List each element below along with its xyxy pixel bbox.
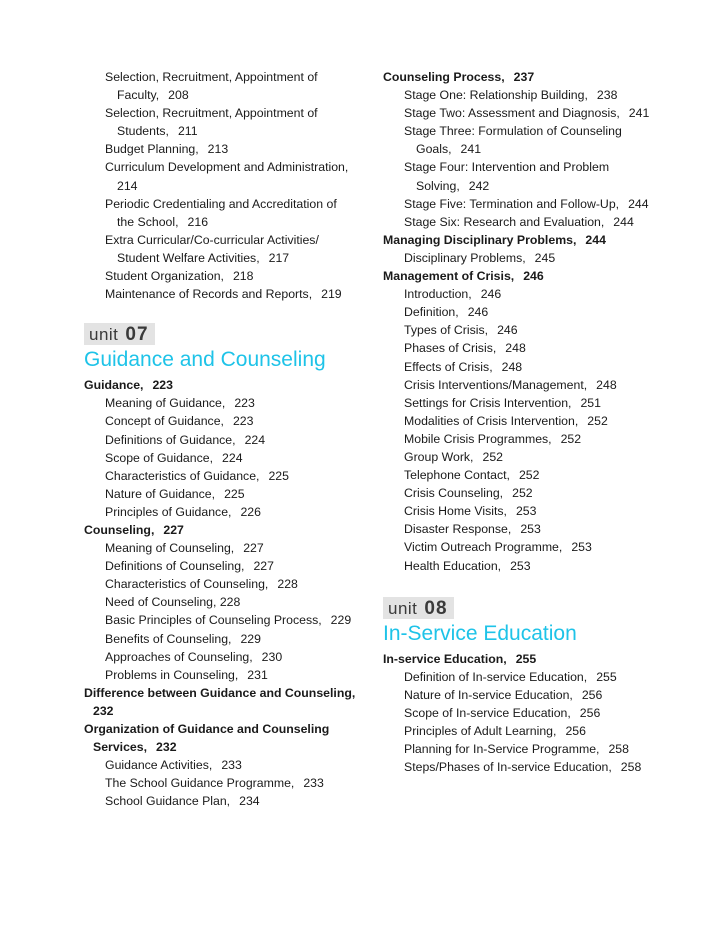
unit-badge [383,597,454,619]
toc-entry[interactable] [84,539,369,557]
toc-entry[interactable] [383,538,683,556]
toc-entry[interactable] [383,668,683,686]
page-number: 211 [177,124,198,139]
page-number: 232 [156,740,177,755]
toc-section[interactable] [383,267,683,285]
unit-07-header [84,323,369,374]
section-text: In-service Education, [383,651,507,666]
entry-text: Stage Six: Research and Evaluation, [404,214,605,229]
page-number: 208 [168,88,189,103]
section-text: Organization of Guidance and Counseling [84,722,330,736]
left-column [84,68,369,810]
page-number: 253 [571,540,592,555]
page-number: 217 [268,250,290,265]
page-number: 230 [261,649,283,664]
unit-title: In-Service Education [383,621,577,645]
page-number: 246 [497,323,518,338]
entry-text: Disaster Response, [404,522,512,537]
page-number: 219 [321,287,342,302]
page-number: 218 [232,269,254,284]
entry-text: Effects of Crisis, [404,359,493,374]
page-number: 248 [505,341,526,356]
toc-entry[interactable] [383,376,683,394]
toc-entry[interactable] [383,104,683,122]
page-number: 242 [468,178,490,193]
entry-text: Nature of In-service Education, [404,687,573,702]
toc-entry[interactable] [383,430,683,448]
toc-section[interactable] [383,231,683,249]
toc-entry[interactable] [84,630,369,648]
page-number: 253 [515,504,537,519]
page-number: 238 [596,88,618,103]
page-number: 226 [240,504,261,519]
entry-text: Characteristics of Guidance, [105,468,260,483]
toc-entry[interactable] [84,648,369,666]
page-number: 244 [628,196,649,211]
entry-text: The School Guidance Programme, [105,776,295,791]
toc-entry[interactable] [383,704,683,722]
toc-entry[interactable] [84,394,369,412]
page-number: 224 [222,450,243,465]
page-number: 241 [460,142,482,157]
entry-text-cont: Solving, [416,178,460,193]
toc-entry[interactable] [383,502,683,520]
entry-text: Stage Five: Termination and Follow-Up, [404,196,620,211]
toc-entry[interactable] [383,213,683,231]
toc-entry[interactable] [383,466,683,484]
toc-entry[interactable] [383,412,683,430]
section-text: Management of Crisis, [383,269,515,284]
page-number: 252 [518,468,540,483]
entry-text: Guidance Activities, [105,758,213,773]
toc-entry[interactable] [84,774,369,792]
toc-entry[interactable] [84,611,369,629]
entry-text: Definition of In-service Education, [404,669,588,684]
entry-text: Maintenance of Records and Reports, [105,287,313,302]
entry-text: School Guidance Plan, [105,794,231,809]
page-number: 244 [613,214,634,229]
entry-text: Crisis Interventions/Management, [404,377,588,392]
entry-text: Need of Counseling, 228 [105,595,241,610]
toc-entry[interactable] [84,575,369,593]
toc-entry[interactable] [383,339,683,357]
page-number: 228 [277,577,298,592]
page-number: 255 [596,669,617,684]
entry-text: Definition, [404,305,459,320]
page-number: 237 [513,70,535,84]
entry-text: Introduction, [404,287,472,302]
page-number: 233 [221,758,242,773]
page-number: 246 [467,305,489,320]
entry-text: Crisis Home Visits, [404,504,507,519]
entry-text: Stage One: Relationship Building, [404,88,588,103]
section-text: Guidance, [84,378,144,393]
page-number: 223 [232,414,254,429]
section-text: Counseling, [84,522,155,537]
toc-section[interactable] [383,650,683,668]
unit-badge [84,323,155,345]
entry-text: Characteristics of Counseling, [105,577,269,592]
page-number: 227 [163,522,184,537]
entry-text: Selection, Recruitment, Appointment of [105,106,318,121]
page-number: 229 [240,631,261,646]
entry-text: Periodic Credentialing and Accreditation of [105,196,337,211]
page-number: 255 [515,651,537,666]
section-text: Difference between Guidance and Counseling, [84,685,356,700]
page-number: 252 [512,486,533,501]
page-number: 253 [510,558,531,573]
page-number: 225 [224,486,245,501]
entry-text: Health Education, [404,558,502,573]
section-text-cont: Services, [93,740,148,755]
entry-text: Meaning of Counseling, [105,541,235,556]
page-number: 225 [268,468,289,483]
toc-entry[interactable] [84,68,369,104]
section-text: Managing Disciplinary Problems, [383,232,577,247]
toc-entry[interactable] [383,722,683,740]
page-number: 223 [234,396,255,411]
page-number: 258 [608,742,629,757]
entry-text: Principles of Adult Learning, [404,724,557,738]
entry-text: Student Organization, [105,269,224,284]
entry-text: Approaches of Counseling, [105,649,253,664]
toc-entry[interactable] [383,557,683,575]
toc-entry[interactable] [84,666,369,684]
toc-entry[interactable] [84,756,369,774]
entry-text: Group Work, [404,449,474,464]
toc-entry[interactable] [84,503,369,521]
toc-entry[interactable] [383,484,683,502]
entry-text-cont: Goals, [416,142,452,157]
toc-entry[interactable] [84,412,369,430]
page-number: 256 [579,705,601,720]
entry-text: Meaning of Guidance, [105,396,226,411]
toc-entry[interactable] [383,740,683,758]
entry-text: Budget Planning, [105,142,199,157]
entry-text-cont: Faculty, [117,88,160,103]
entry-text: Principles of Guidance, [105,504,232,519]
toc-section[interactable] [84,720,369,756]
entry-text: Curriculum Development and Administration, [105,160,349,175]
toc-entry[interactable] [383,249,683,267]
toc-entry[interactable] [84,467,369,485]
entry-text: Scope of Guidance, [105,450,214,465]
page-number: 241 [628,106,650,121]
page-number: 223 [152,378,173,393]
unit-title: Guidance and Counseling [84,348,326,372]
unit-label: unit [89,325,119,345]
toc-section[interactable] [84,684,369,720]
page-number: 216 [187,214,209,229]
entry-text: Disciplinary Problems, [404,250,526,265]
page-number: 213 [207,142,229,157]
entry-text: Stage Four: Intervention and Problem [404,160,610,175]
page-number: 229 [330,613,352,628]
toc-entry[interactable] [84,267,369,285]
page-number: 246 [480,287,502,302]
entry-text: Definitions of Counseling, [105,559,245,574]
entry-text: Definitions of Guidance, [105,432,236,447]
entry-text: Modalities of Crisis Intervention, [404,413,579,428]
page-number: 252 [560,431,582,446]
unit-08-header [383,597,683,648]
toc-entry[interactable] [84,140,369,158]
toc-entry[interactable] [84,593,369,611]
page-number: 252 [482,449,504,464]
toc-entry[interactable] [383,758,683,776]
page-number: 245 [534,250,556,265]
page-number: 251 [580,395,601,410]
entry-text: Concept of Guidance, [105,414,224,429]
entry-text-cont: Students, [117,124,169,139]
toc-entry[interactable] [383,122,683,158]
page-number: 248 [501,359,523,374]
entry-text: Benefits of Counseling, [105,631,232,646]
entry-text: Steps/Phases of In-service Education, [404,760,612,775]
toc-entry[interactable] [84,431,369,449]
entry-text: Phases of Crisis, [404,341,497,356]
entry-text: Telephone Contact, [404,468,510,483]
entry-text: Mobile Crisis Programmes, [404,431,552,446]
entry-text: Problems in Counseling, [105,667,239,682]
entry-text: Types of Crisis, [404,323,489,338]
toc-entry[interactable] [84,231,369,267]
toc-entry[interactable] [383,686,683,704]
entry-text: Victim Outreach Programme, [404,540,563,555]
page-number: 256 [565,724,586,738]
toc-section[interactable] [84,376,369,394]
page-number: 227 [243,541,264,556]
page-number: 258 [620,760,642,775]
toc-entry[interactable] [84,485,369,503]
toc-entry[interactable] [84,557,369,575]
page-number: 246 [523,269,544,284]
page-number: 214 [117,178,138,193]
page-number: 232 [93,703,114,718]
toc-entry[interactable] [383,303,683,321]
entry-text: Basic Principles of Counseling Process, [105,613,322,628]
toc-entry[interactable] [84,285,369,303]
unit-label: unit [388,598,418,618]
entry-text: Stage Two: Assessment and Diagnosis, [404,106,620,121]
unit-number: 07 [125,324,149,346]
right-column [383,68,683,776]
toc-entry[interactable] [84,104,369,140]
toc-entry[interactable] [383,158,683,194]
entry-text: Scope of In-service Education, [404,705,571,720]
toc-entry[interactable] [84,792,369,810]
section-text: Counseling Process, [383,70,505,84]
page-number: 227 [253,559,274,574]
page-number: 234 [239,794,260,809]
entry-text: Crisis Counseling, [404,486,504,501]
entry-text-cont: the School, [117,214,179,229]
toc-entry[interactable] [383,285,683,303]
entry-text: Stage Three: Formulation of Counseling [404,124,622,139]
page-number: 231 [247,667,268,682]
page-number: 224 [244,432,266,447]
toc-entry[interactable] [84,158,369,194]
unit-number: 08 [424,597,448,619]
page-number: 253 [520,522,541,537]
toc-entry[interactable] [383,86,683,104]
entry-text: Nature of Guidance, [105,486,216,501]
entry-text: Selection, Recruitment, Appointment of [105,70,318,84]
toc-entry[interactable] [383,448,683,466]
entry-text: Extra Curricular/Co-curricular Activities/ [105,232,319,247]
page-number: 244 [585,232,606,247]
page-number: 233 [303,776,324,791]
toc-entry[interactable] [383,394,683,412]
entry-text-cont: Student Welfare Activities, [117,250,260,265]
entry-text: Planning for In-Service Programme, [404,742,600,757]
toc-entry[interactable] [383,520,683,538]
toc-section[interactable] [84,521,369,539]
page-number: 256 [581,687,603,702]
page-number: 248 [596,377,617,392]
toc-entry[interactable] [383,321,683,339]
toc-entry[interactable] [383,358,683,376]
toc-entry[interactable] [383,195,683,213]
entry-text: Settings for Crisis Intervention, [404,395,572,410]
toc-entry[interactable] [84,449,369,467]
toc-entry[interactable] [84,195,369,231]
page-number: 252 [587,413,608,428]
toc-section[interactable] [383,68,683,86]
